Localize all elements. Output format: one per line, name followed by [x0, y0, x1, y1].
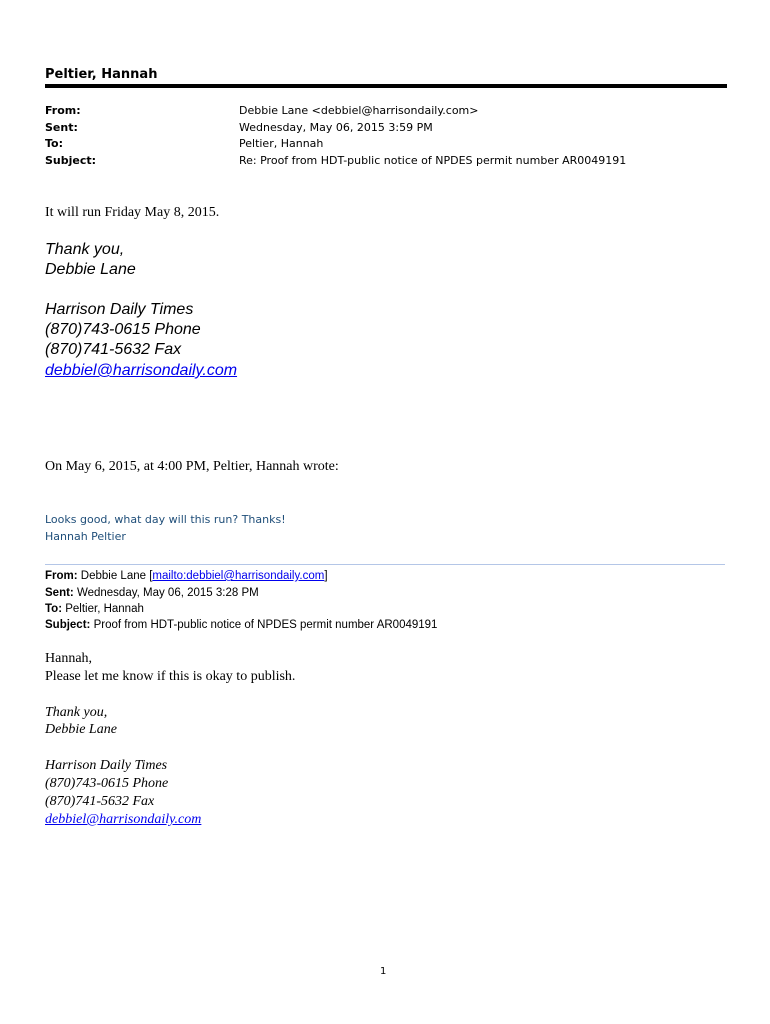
reply-phone: (870)743-0615 Phone — [45, 321, 201, 338]
orig-phone: (870)743-0615 Phone — [45, 776, 169, 791]
reply-thanks: Thank you, — [45, 241, 125, 258]
subject-label: Subject: — [45, 154, 97, 167]
orig-sent-label: Sent: — [45, 587, 74, 599]
orig-subject-value: Proof from HDT-public notice of NPDES permit number AR0049191 — [90, 619, 438, 631]
orig-subject-label: Subject: — [45, 619, 91, 631]
hannah-signature: Hannah Peltier — [45, 530, 126, 543]
document-owner: Peltier, Hannah — [45, 67, 158, 82]
orig-to-label: To: — [45, 603, 63, 615]
subject-value: Re: Proof from HDT-public notice of NPDES permit number AR0049191 — [239, 154, 627, 167]
to-label: To: — [45, 137, 63, 150]
orig-from-name: Debbie Lane [ — [77, 570, 153, 582]
orig-sent-value: Wednesday, May 06, 2015 3:28 PM — [73, 587, 259, 599]
reply-email-link[interactable]: debbiel@harrisondaily.com — [45, 362, 238, 379]
orig-from-close: ] — [324, 570, 328, 582]
orig-fax: (870)741-5632 Fax — [45, 794, 155, 809]
orig-company: Harrison Daily Times — [45, 758, 168, 773]
orig-from-label: From: — [45, 570, 78, 582]
orig-body: Please let me know if this is okay to publish. — [45, 669, 296, 684]
sent-value: Wednesday, May 06, 2015 3:59 PM — [239, 121, 433, 134]
orig-name: Debbie Lane — [45, 722, 117, 737]
orig-greeting: Hannah, — [45, 651, 93, 666]
orig-from-mailto-link[interactable]: mailto:debbiel@harrisondaily.com — [152, 570, 325, 582]
orig-sent-line — [45, 587, 259, 599]
orig-to-value: Peltier, Hannah — [62, 603, 144, 615]
from-label: From: — [45, 104, 81, 117]
from-value: Debbie Lane <debbiel@harrisondaily.com> — [239, 104, 479, 117]
orig-thanks: Thank you, — [45, 705, 108, 720]
quote-separator — [45, 564, 725, 565]
header-rule — [45, 84, 727, 88]
reply-company: Harrison Daily Times — [45, 301, 194, 318]
sent-label: Sent: — [45, 121, 78, 134]
orig-email-link[interactable]: debbiel@harrisondaily.com — [45, 812, 202, 827]
orig-signature-email — [45, 812, 201, 828]
page-number: 1 — [380, 966, 387, 977]
reply-fax: (870)741-5632 Fax — [45, 341, 182, 358]
reply-signature-email — [45, 362, 237, 380]
quote-intro: On May 6, 2015, at 4:00 PM, Peltier, Hannah wrote: — [45, 459, 339, 474]
reply-name: Debbie Lane — [45, 261, 136, 278]
reply-body: It will run Friday May 8, 2015. — [45, 205, 220, 220]
orig-to-line — [45, 603, 144, 615]
orig-subject-line — [45, 619, 437, 631]
to-value: Peltier, Hannah — [239, 137, 324, 150]
orig-from-line — [45, 570, 328, 582]
hannah-message-line: Looks good, what day will this run? Thanks! — [45, 513, 286, 526]
